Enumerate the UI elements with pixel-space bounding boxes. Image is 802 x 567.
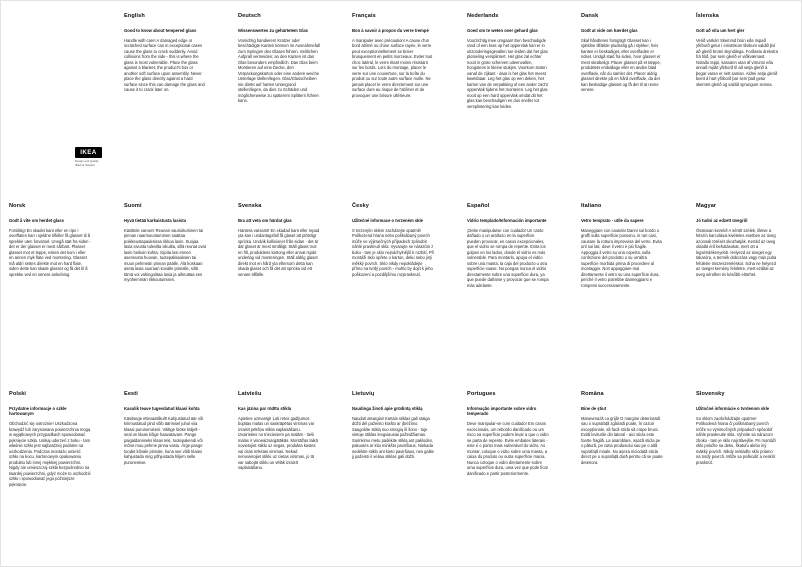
language-column-nederlands	[467, 13, 549, 109]
section-heading: Bine de ştiut	[581, 406, 607, 411]
body-text: Forsiktig! En skadet kant eller en ripe i overflaten kan i sjeldne tilfeller få glasset til å sprekke uten forvarsel. Unngå støt fra siden - det er der glasset er mest sårbart. Plasser glasset mot et teppe, esken det kom i eller en annen myk flate ved montering. Glasset må aldri settes direkte mot en hard flate, siden dette kan skade glasset og få det til å sprekke ved en senere anledning.	[9, 227, 91, 277]
language-column-suomi	[124, 203, 206, 283]
language-column-eesti	[124, 391, 206, 465]
language-name: Româna	[581, 391, 604, 397]
language-name: Nederlands	[467, 13, 499, 19]
language-column-cesky	[352, 203, 434, 277]
language-column-magyar	[696, 203, 778, 277]
section-heading: Kas jāzina par rūdītu stiklu	[238, 406, 292, 411]
section-heading: Jó tudni az edzett üvegről	[696, 218, 748, 223]
language-name: Česky	[352, 203, 369, 209]
section-heading: Bon à savoir à propos du verre trempé	[352, 28, 429, 33]
section-heading: Goed om te weten over gehard glas	[467, 28, 538, 33]
body-text: Maneggiare con cautela! Danni sul bordo o graffi sulla superficie possono, in rari casi, causare la rottura improvvisa del vetro. Evita urti sui lati, dove il vetro è più fragile. Appoggia il vetro su una coperta, sulla confezione del prodotto o su un'altra superficie morbida prima di procedere al montaggio. Non appoggiare mai direttamente il vetro su una superficie dura, perché il vetro potrebbe danneggiarsi e rompersi successivamente.	[581, 227, 662, 288]
language-column-deutsch	[238, 13, 320, 104]
language-name: Magyar	[696, 203, 717, 209]
body-text: So sklom zaobchádzajte opatrne! Poškodená hrana či poškriabaný povrch môže vo výnimočných prípadoch spôsobiť náhle prasknutie skla. Vyhnite sa nárazom zboku - tam je sklo najcitlivejšie. Pri montáži sklo položte na deku, škatuľu alebo iný mäkký povrch. Nikdy neklaďte sklo priamo na tvrdý povrch. Môže sa poškodiť a neskôr prasknúť.	[696, 415, 776, 465]
language-column-dansk	[581, 13, 663, 93]
body-text: Vorsichtig handieren! Kratzer oder beschädigte Kanten können im Ausnahmefall zum Springen des Glases führen. Seitlichen Aufprall vermeiden; an den Kanten ist das Glas besonders empfindlich. Das Glas beim Montieren auf eine Decke, den Verpackungskarton oder eine andere weiche Unterlage stellen/legen. Glas/Glasscheiben nie direkt auf harten Untergrund stellen/legen, da dies zu Schäden und möglicherweise zu späterem Splittern führen kann.	[238, 37, 320, 104]
body-text: Voorzichtig mee omgaan! Een beschadigde rand of een kras op het oppervlak kan er in uitzonderingsgevallen toe leiden dat het glas plotseling versplintert. Het glas zal echter nooit in grote scherven uiteenvallen, hoogstens in kleine stukjes. Voorkom stoten vanaf de zijkant - daar is het glas het meest kwetsbaar. Leg het glas op een deken, het karton van de verpakking of een ander zacht oppervlak tijdens het monteren. Leg het glas nooit op een hard oppervlak omdat dit het glas kan beschadigen en dus sneller tot versplintering kan leiden.	[467, 37, 548, 109]
language-name: Suomi	[124, 203, 142, 209]
section-heading: Hyvä tietää karkaistusta lasista	[124, 218, 186, 223]
body-text: Apieties uzmanīgi! Ļoti retos gadījumos bojātas malas un saskrāpētas virsmas var izraisīt pēkšņu stikla saplaisāšanu. Izvairieties no triecieniem pa malām - tieši malas ir visneaizsargātākās. Montāžas laikā novietojiet stiklu uz segas, produkta kastes vai citas mīkstas virsmas. Nekad nenovietojiet stiklu uz cietas virsmas, jo tā var sabojāt stiklu un vēlāk izraisīt saplaisāšanu.	[238, 415, 318, 471]
language-column-slovensky	[696, 391, 778, 465]
logo-subtext-line2: IKEA of Sweden	[75, 162, 96, 167]
body-text: A manipuler avec précaution! A cause d'un bord abîmé ou d'une surface rayée, le verre peut exceptionnellement se briser brusquement en petits morceaux. Eviter tout choc latéral, le verre étant moins résistant sur les bords. Lors du montage, placer le verre sur une couverture, sur la boîte du produit ou sur toute autre surface molle. Ne jamais placer le verre directement sur une surface dure au risque de l'abîmer et de provoquer une brisure ultérieure.	[352, 37, 433, 98]
section-heading: Vetro temprato - utile da sapere	[581, 218, 644, 223]
section-heading: Užitočné informácie o tvrdenom skle	[696, 406, 770, 411]
section-heading: Vidrio templado/Información importante	[467, 218, 547, 223]
section-heading: Godt å vite om herdet glass	[9, 218, 64, 223]
body-text: Skal håndteres forsigtigt! Glasset kan i sjældne tilfælde pludselig gå i stykker, hvis kanten er beskadiget, eller overfladen er ridset. Undgå stød fra siden, hvor glasset er mest skrøbeligt. Placer glasset på et tæppe, produktets emballage eller en anden blød overflade, når du samler det. Placer aldrig glasset direkte på en hård overflade, da det kan beskadige glasset og få det til at revne senere.	[581, 37, 661, 93]
ikea-logo: IKEA	[75, 147, 102, 158]
body-text: Manevrează cu grijă! O margine deteriorată sau o suprafață zgâriată poate, în cazuri excepționale, să facă sticla să crape brusc. Evită loviturile din lateral - aici sticla este foarte fragilă. La asamblare, așază sticla pe o pătură, pe cutia produsului sau pe o altă suprafață moale. Nu așeza niciodată sticla direct pe o suprafață dură pentru că se poate deteriora.	[581, 415, 663, 465]
language-name: Svenska	[238, 203, 262, 209]
language-column-italiano	[581, 203, 663, 288]
section-heading: Naudinga žinoti apie grūdintą stiklą	[352, 406, 423, 411]
language-name: Íslenska	[696, 13, 719, 19]
body-text: Käsittele varoen! Reunan vaurioituminen tai pinnan naarmuuntuminen saattaa poikkeustapauksissa rikkoa lasin. Suojaa lasia sivusta tulevilta iskuilta, sillä reunat ovat lasin heikoin kohta. Sijoita lasi ennen asennusta huovan, tuotepakkauksen tai muun pehmeän pinnan päälle. Älä koskaan aseta lasia suoraan kovalle pinnalle, sillä tämä voi vahingoittaa lasia ja aiheuttaa sen myöhemmän rikkoutumisen.	[124, 227, 206, 283]
language-column-norsk	[9, 203, 91, 277]
language-column-svenska	[238, 203, 320, 277]
body-text: Naudoti atsargiai! Kartais stiklas gali staiga dūžti dėl pažeisto krašto ar įbrėžimo. Saugokite stiklą nuo smūgių iš šono - toje vietoje stiklas lengviausiai pažeidžiamas. Surinkimo metu padėkite stiklą ant paklodės, pakuotės ar kito minkšto paviršiaus. Niekada nedėkite stiklo ant kieto paviršiaus, nes galite jį pažeisti ir vėliau stiklas gali dūžti.	[352, 415, 434, 460]
language-column-francais	[352, 13, 434, 98]
section-heading: Bra att veta om härdat glas	[238, 218, 292, 223]
body-text: ¡Debe manipularse con cuidado! Un canto dañado o un arañazo en la superficie pueden provocar, en casos excepcionales, que el vidrio se rompa de repente. Evita los golpes en los lados, donde el vidrio es más vulnerable. Para montarlo, apoya el vidrio sobre una manta, la caja del producto u otra superficie suave. No pongas nunca el vidrio directamente sobre una superficie dura, ya que puede dañarse y provocar que se rompa más adelante.	[467, 227, 549, 288]
logo-block	[75, 147, 119, 168]
language-column-polski	[9, 391, 91, 487]
language-name: Norsk	[9, 203, 26, 209]
body-text: Óvatosan kezeld! A sérült szélek, illetve a felszín karcolásai kivételes esetben az üveg azonnali törését okozhatják. Kerüld az üveg oldalát érő behatásokat, mert ott a legsérülékenyebb. Helyezd az üveget egy takaróra, a termék dobozára vagy más puha felületre összeszereléskor. Soha ne helyezd az üveget kemény felületre, mert ezáltal az üveg sérülhet és később eltörhet.	[696, 227, 777, 277]
language-name: Latviešu	[238, 391, 262, 397]
section-heading: Godt at vide om hærdet glas	[581, 28, 638, 33]
logo-subtext-line1: Design and Quality	[75, 159, 99, 163]
section-heading: Gott að vita um hert gler	[696, 28, 745, 33]
section-heading: Kasulik teave tugevdatud klaasi kohta	[124, 406, 200, 411]
body-text: Hantera varsamt! En skadad kant eller repad yta kan i undantagsfall få glaset att plötsligt spricka. Undvik kollisioner från sidan - det är där glaset är mest ömtåligt. Ställ glaset mot en filt, produktens kartong eller annat mjukt underlag vid monteringen. Ställ aldrig glaset direkt mot en hård yta eftersom detta kan skada glaset och få det att spricka vid ett senare tillfälle.	[238, 227, 320, 277]
language-name: Español	[467, 203, 490, 209]
language-column-portugues	[467, 391, 549, 476]
language-name: Slovensky	[696, 391, 725, 397]
language-name: Eesti	[124, 391, 138, 397]
language-name: Italiano	[581, 203, 602, 209]
body-text: Handle with care! A damaged edge or scratched surface can in exceptional cases cause the glass to crack suddenly. Avoid collisions from the side - this is where the glass is most vulnerable. Place the glass against a blanket, the product's box or another soft surface upon assembly. Never place the glass directly against a hard surface since this can damage the glass and cause it to crack later on.	[124, 37, 205, 93]
language-name: Portugues	[467, 391, 496, 397]
language-column-islenska	[696, 13, 778, 87]
language-name: Lietuvių	[352, 391, 375, 397]
language-name: Dansk	[581, 13, 599, 19]
language-column-romana	[581, 391, 663, 465]
language-column-lietuviu	[352, 391, 434, 460]
body-text: Obchodzić się ostrożnie! Uszkodzona krawędź lub zarysowana powierzchnia mogą w wyjątkowych przypadkach spowodować pęknięcie szkła. Unikaj uderzeń z boku - tam właśnie szkło jest najbardziej podatne na uszkodzenia. Podczas montażu umieść szkło na kocu, kartonowym opakowaniu produktu lub innej miękkiej powierzchni. Nigdy nie umieszczaj szkła bezpośrednio na twardej powierzchni, gdyż może to uszkodzić szkło i spowodować jego późniejsze pęknięcie.	[9, 421, 91, 487]
logo-subtext	[75, 160, 119, 168]
language-column-latviesu	[238, 391, 320, 471]
section-heading: Užitečné informace o tvrzeném skle	[352, 218, 423, 223]
body-text: S tvrzeným sklem zacházejte opatrně! Poškozená hrana nebo poškrábaný povrch může ve výjimečných případech způsobit náhlé prasknutí skla. Vyvarujte se nárazům z boku - tam je sklo nejnáchylnější k rozbití. Při montáži sklo opřete o karton, deku nebo jiný měkký povrch. Sklo nikdy nepokládejte přímo na tvrdý povrch - mohlo by dojít k jeho poškození a pozdějšímu rozprasknutí.	[352, 227, 434, 277]
language-column-espanol	[467, 203, 549, 288]
language-name: Deutsch	[238, 13, 261, 19]
section-heading: Informação importante sobre vidro temperado	[467, 406, 537, 417]
body-text: Deve manipular-se com cuidado! Em casos excecionais, um rebordo danificado ou um risco na superfície podem levar a que o vidro se parta de repente. Evite embates laterais - este é o ponto mais vulnerável do vidro. Ao montar, coloque o vidro sobre uma manta, a caixa do produto ou outra superfície macia. Nunca coloque o vidro diretamente sobre uma superfície dura, uma vez que pode ficar danificado e partir posteriormente.	[467, 421, 549, 476]
section-heading: Wissenswertes zu gehärtetem Glas	[238, 28, 309, 33]
language-name: English	[124, 13, 145, 19]
body-text: Verið varkár! Skemmd brún eða rispað yfirborð getur í einstökum tilvikum valdið því að glerið brotni skyndilega. Forðastu árekstra frá hlið, þar sem glerið er viðkvæmast. Notaðu teppi, kassann utan af vörunni eða annað mjúkt yfirborð til að setja glerið á þegar varan er sett saman. Aldrei setja glerið beint á hart yfirborð þar sem það getur skemmt glerið og valdið sprungum seinna.	[696, 37, 778, 87]
language-name: Polski	[9, 391, 27, 397]
section-heading: Przydatne informacje o szkle hartowanym	[9, 406, 67, 417]
language-column-english	[124, 13, 206, 93]
language-name: Français	[352, 13, 376, 19]
body-text: Käsitsege ettevaatlikult! Kahjustatud äär või kriimustatud pind võib äärmisel juhul viia klaasi purunemiseni. Vältige lööke küljelt - seal on klaas kõige haavatavam. Pange paigaldamiseks klaas teki, tootepakendi või mõne muu pehme pinna vastu. Ärge pange toodet kõvale pinnale, kuna see võib klaasi kahjustada ning põhjustada hiljem selle purunemise.	[124, 415, 204, 465]
section-heading: Good to know about tempered glass	[124, 28, 197, 33]
